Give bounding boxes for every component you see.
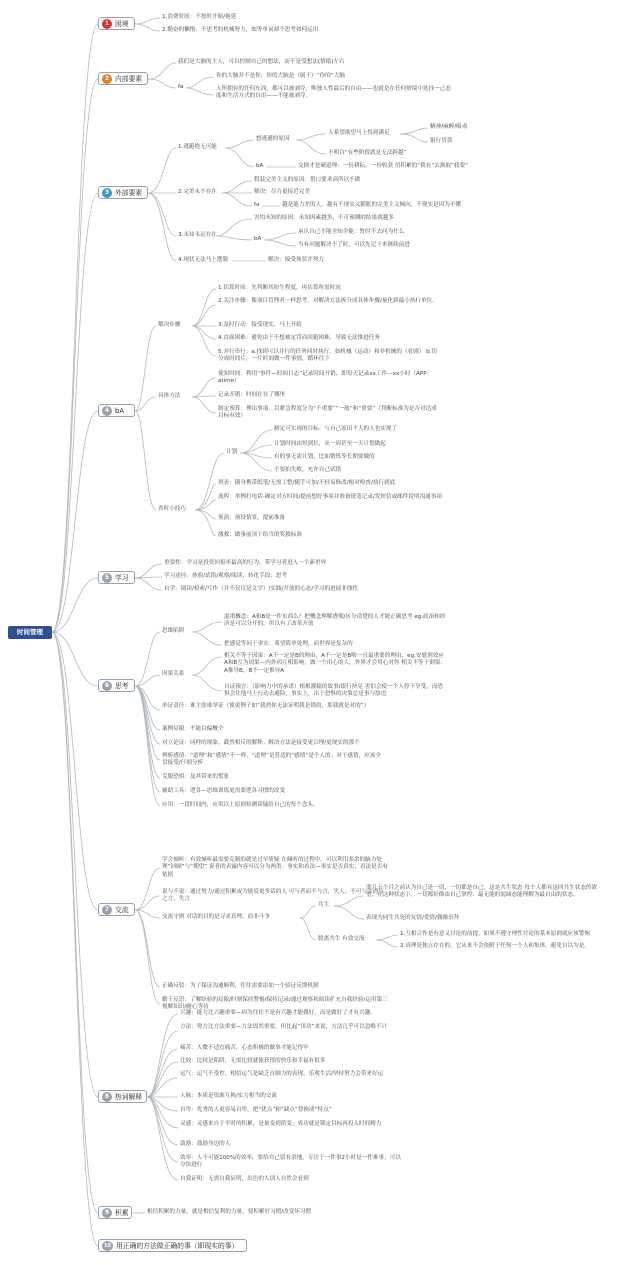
list-item: 4.现状无法马上摆脱 (178, 257, 229, 263)
list-item: 解决：接受现状并努力 (268, 257, 324, 263)
list-item: 勤于反思：了解经验的局限/时刻保持警惕/保持记录/通过观察和阅读扩充自我经验/运用第三视解知识/耐心等待 (162, 997, 388, 1011)
number-badge: 5 (102, 573, 112, 583)
list-item: 预演：预设情景，提前准备 (218, 515, 286, 521)
list-item: 方法：努力比方法重要—方法固然重要，但比起“用功”来说，方法几乎可以忽略不计 (180, 1024, 388, 1030)
list-item: 混淆概念：A和B是一件东西么？把概念理解透彻/区分清楚的人才能正确思考 eg.政治和经济是可以分开的，所以有了改革开放 (224, 614, 446, 628)
topic-external-factors[interactable] (98, 186, 148, 199)
list-item: 脱离共生 有效交流 (318, 936, 365, 942)
list-item: 不要拍失败，允许自己试错 (274, 467, 342, 473)
list-item: 克服恐惧：及其带来的慌张 (162, 774, 230, 780)
topic-communication[interactable] (98, 903, 135, 916)
list-item: bA (254, 236, 262, 242)
list-item: 解决：尽力更接近完美 (254, 189, 310, 195)
list-item: 相关不等于因果：A不一定是B的理由，A不一定是B唯一且最重要的理由；eg.安慰剂效应 A和B互为因果—内外因互相影响，做一个用心的人，外界才会用心对你 相关不等于倒果：A推导B，B不一定推导A (224, 653, 447, 674)
list-item: 自我证明：无需自我证明，出色的人别人自然会看到 (180, 1176, 309, 1182)
list-item: 自学：阅读/检索/写作（并不仅仅是文学）/实践/开放的心态/学习的进展非线性 (164, 586, 359, 592)
list-item: 说与不说：通过努力/通过积累或为能说更多话的人 可与者而不与言，失人；不可与言而与之言，失言 (162, 889, 384, 903)
list-item: 相信积累的力量，就是相信复利的力量，要积累好习惯/改变坏习惯 (147, 1209, 312, 1215)
list-item: 你的大脑并不是你，你的大脑是（属于）“你的”大脑 (216, 73, 345, 79)
list-item: 重要性：学习是投资回报率最高的行为，带学习者进入一个新世界 (164, 560, 327, 566)
list-item: 比较：比较是陷阱，无需比较就能获得的快乐和幸福有很多 (180, 1058, 326, 1064)
topic-title: 思考 (115, 682, 129, 690)
root-node[interactable]: 时间管理 (8, 626, 52, 639)
number-badge: 3 (102, 188, 112, 198)
list-item: 1.互相合作是有意义讨论的前提。如果不遵守理性讨论的基本原则就应该警惕 (400, 931, 590, 937)
list-item: 要儿五个月之前认为自己是一切，一切都是自己；这是共生状态 每个人都有这回共生状态的欲望，在这种状态下，一切都好像由自己掌控：最无能的弱阔态能理解为最自由的状态。 (366, 885, 598, 899)
list-item: 制定预算：理出事项：以紧急程度分为“不重要”“一般”和“重要”（判断标准为是否对达成目标有效） (218, 406, 437, 420)
list-item: 有的事无需计划，比如锻炼等长期要做的 (274, 454, 375, 460)
list-item: 因果关系 (162, 671, 185, 677)
list-item: 想逃避的原因 (256, 136, 290, 142)
list-item: 学习途径：体验/试错/观察/阅读；转化手段：思考 (164, 573, 288, 579)
list-item: 银行贷款 (430, 138, 453, 144)
list-item: fa (254, 202, 260, 208)
number-badge: 2 (102, 74, 112, 84)
list-item: 应用：一段时间内，应用以上原则检测读输给自己的每个念头。 (162, 802, 319, 808)
number-badge: 10 (102, 1241, 113, 1251)
list-item: 承认自己不能全知全能：暂时不去问为什么 (298, 229, 405, 235)
list-item: 1.估算时间：先判断其短生程度，再估算所需时间 (218, 285, 341, 291)
topic-ba[interactable] (98, 404, 135, 417)
list-item: 2.真理是独立存在的，它从来不会依附于任何一个人和集体，避免自以为是。 (400, 943, 590, 949)
list-item: 害怕未知的原因：未知因素越多，不可预测的结果就越多 (254, 215, 394, 221)
list-item: 4.直面困难：避免由于不想被定罚而回避困难，导致无法推进任务 (218, 335, 380, 341)
topic-internal-factors[interactable] (98, 72, 148, 85)
topic-accumulation[interactable] (98, 1206, 132, 1219)
list-item: 3.及时行动：接受现实，马上开始 (218, 322, 302, 328)
topic-title: 交流 (115, 906, 129, 914)
list-item: 越是能力差的人，越有不现实又膨胀的完美主义倾向，不现实是因为不懂 (282, 202, 462, 208)
list-item: 把感觉等同于事实：希望简单处理，而世界是复杂的 (224, 641, 353, 647)
list-item: 我们是大脑的主人，可以控制自己的想法，而不是受想法(情绪)左右 (178, 59, 345, 65)
list-item: 计划 (226, 449, 238, 455)
number-badge: 9 (102, 1208, 112, 1218)
number-badge: 4 (102, 406, 112, 416)
list-item: 激救：做事前顶下给当的奖救标准 (218, 532, 302, 538)
list-item: 2.完美永不存在 (178, 189, 217, 195)
list-item: 记录开销：时间在在了哪里 (218, 392, 286, 398)
list-item: bA (256, 163, 264, 169)
number-badge: 7 (102, 905, 112, 915)
number-badge: 6 (102, 681, 112, 691)
topic-right-method[interactable] (98, 1239, 247, 1252)
topic-title: 困境 (115, 20, 129, 28)
list-item: 1.逃避绝无可能 (178, 144, 217, 150)
topic-learning[interactable] (98, 571, 135, 584)
topic-title: 外部要素 (115, 189, 143, 197)
list-item: 5.并行串行：a.找到可以并行的任务同时执行，如机械（运动）和非机械的（看剧） b.切分成时间片，一片时间做一件事情，循环往下 (218, 349, 438, 363)
list-item: 辨析感情：“道理”和“感情”不一样，“道理”是普适的“感情”是个人的；对于感情，应该全盘接受/仔细分析 (162, 753, 381, 767)
list-item: 兴趣：能力比兴趣重要—因为往往不是有兴趣才能做好，而是做好了才有兴趣。 (180, 1010, 376, 1016)
list-item: 自证预言：（影响力中的承诺）植根灌输的故事/银行挤兑 害怕会使一个人停下享受，而恐惧会让他马上行动去避险，事实上，出于恐惧的决策总是事与愿违 (224, 684, 444, 698)
list-item: 共生 (318, 902, 330, 908)
list-item: 人所拥有的任何东西，都可以被剥夺，唯独人性最后的自由——也就是在任何情境中选择一己态度和生活方式的自由——不能被剥夺。 (216, 86, 451, 100)
list-item: 交流守则 对话的目的是寻求真理，而非斗争 (162, 914, 271, 920)
topic-title: 用正确的方法做正确的事（即现实的事） (116, 1242, 239, 1250)
topic-title: 内部要素 (115, 75, 143, 83)
number-badge: 1 (102, 19, 112, 29)
list-item: 自卑：优秀的人更容易自卑，把“优点”和“缺点”替换成“特点” (180, 1107, 332, 1113)
list-item: 人希望欲望马上得到满足 (328, 130, 390, 136)
list-item: 2.关注步骤：像项目管理者一样思考，对解决方法拆分成具体步骤/量化到最小执行单位。 (218, 298, 438, 304)
topic-title: bA (115, 407, 124, 415)
list-item: 制定可实现的目标：与自己原田不大的人也实现了 (274, 426, 398, 432)
list-item: 辅助工具：逻各—思维训练更需要逻各习惯的改变 (162, 788, 286, 794)
topic-title: 积累 (115, 1209, 129, 1217)
list-item: 表现为同生共死的友情/爱情/偶像崇拜 (366, 915, 460, 921)
list-item: 痛苦：人微不适宜痛苦，心态积极的做事才能记得牢 (180, 1045, 309, 1051)
list-item: fa (178, 84, 184, 90)
topic-difficulty[interactable] (98, 17, 135, 30)
list-item: 省时小技巧 (158, 506, 186, 512)
topic-title: 热词解释 (115, 1093, 143, 1101)
list-item: 1.浪费时间：不按时开始/拖延 (162, 14, 237, 20)
list-item: 假装完美主义的原因：借口要求高所以不做 (254, 177, 361, 183)
list-item: 精神/麻醉/吸毒 (430, 124, 468, 130)
list-item: 效率：人不可能100%的效率，要给自己留有余地，专注于一件事2小时是一件难事，可以分块进行 (180, 1155, 401, 1169)
list-item: 列表：随身携带纸笔/无需工整/随手可加/不轻易修改/根对检查/执行到底 (218, 480, 396, 486)
list-item: 鼓励：鼓励身边的人 (180, 1141, 231, 1147)
list-item: 具体方法 (158, 393, 181, 399)
topic-title: 学习 (115, 574, 129, 582)
list-item: 当有问题解决不了时，可以先记下来继续前进 (298, 242, 410, 248)
list-item: 运气：运气不受控，相信运气是缺乏自制力的表现，乐观生活/坚持努力会带来好运 (180, 1071, 384, 1077)
list-item: 3.未知永远存在 (178, 232, 217, 238)
topic-thinking[interactable] (98, 679, 135, 692)
list-item: 思维陷阱 (162, 628, 185, 634)
list-item: 流程：举例打电话-确定对方时间/提前想好事项并准备纸笔记录/发短信或邮件说明沟通事项 (218, 494, 442, 500)
list-item: 正确反驳：为了保证沟通顺利，往往需要添加一个验证反馈机制 (162, 983, 319, 989)
list-item: 灵感：灵感来自于平时的积累，是量变到质变；成功就是锁定目标再投入时间精力 (180, 1121, 382, 1127)
number-badge: 8 (102, 1092, 112, 1102)
list-item: 案例局限：不能以偏概全 (162, 726, 224, 732)
list-item: 交换才是硬道理：一份耕耘，一份收获 用积累的“我有”去换取“我要” (298, 163, 468, 169)
list-item: 解决步骤 (158, 322, 181, 328)
list-item: 不明白“有些阶段就是无法跨越” (328, 150, 407, 156)
topic-buzzwords[interactable] (98, 1090, 147, 1103)
list-item: 学会倾听：有效倾听最需要克制的就是过早质疑 在倾听的过程中，可以利用多余的脑力处理“回顾”与“期望” 说者的表露内容可以分为两类：事实和看法—事实是否真实，看法是否有依据 (162, 857, 388, 878)
list-item: 举证责任：谁主张谁举证（彼说例子如“我然你无法证明我是错的，那我就是对的”） (162, 703, 370, 709)
list-item: 2.勤奋的懒惰：不思考的机械努力，如等单词却不思考如何运用 (162, 27, 319, 33)
list-item: 人脉：本质是资源互换/实力相当的交流 (180, 1093, 277, 1099)
list-item: 对立论证：同样的现象，截然相反的解释；解决方法是接受更合理/更现实的那个 (162, 740, 360, 746)
list-item: 使知时间：利用“事件—时间日志”记录时间开销，即每天记录xx工作—xx小时（APP：atime） (218, 371, 433, 385)
list-item: 计划时间由短到长，从一周甚至一天计划做起 (274, 441, 386, 447)
